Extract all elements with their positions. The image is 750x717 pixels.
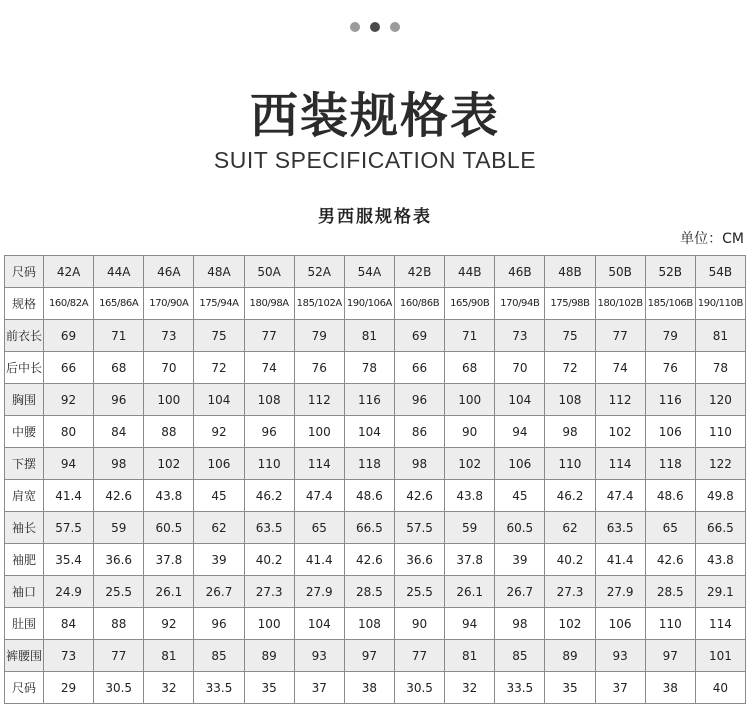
table-row: [5, 544, 746, 576]
table-cell: 98: [495, 608, 545, 640]
table-cell: 42B: [394, 256, 444, 288]
table-cell: 74: [244, 352, 294, 384]
table-cell: 104: [294, 608, 344, 640]
table-cell: 66.5: [344, 512, 394, 544]
table-cell: 114: [595, 448, 645, 480]
table-cell: 26.7: [194, 576, 244, 608]
table-cell: 26.1: [445, 576, 495, 608]
row-label: 规格: [5, 288, 44, 320]
table-cell: 81: [144, 640, 194, 672]
table-cell: 50B: [595, 256, 645, 288]
table-cell: 102: [595, 416, 645, 448]
table-cell: 88: [94, 608, 144, 640]
table-cell: 106: [645, 416, 695, 448]
table-cell: 98: [394, 448, 444, 480]
table-cell: 77: [244, 320, 294, 352]
table-cell: 86: [394, 416, 444, 448]
table-cell: 27.9: [595, 576, 645, 608]
table-cell: 63.5: [244, 512, 294, 544]
table-cell: 57.5: [44, 512, 94, 544]
table-cell: 79: [294, 320, 344, 352]
table-cell: 100: [244, 608, 294, 640]
table-cell: 89: [545, 640, 595, 672]
table-cell: 76: [294, 352, 344, 384]
table-cell: 66: [44, 352, 94, 384]
table-cell: 110: [645, 608, 695, 640]
table-cell: 42.6: [645, 544, 695, 576]
table-cell: 88: [144, 416, 194, 448]
table-cell: 36.6: [394, 544, 444, 576]
row-label: 胸围: [5, 384, 44, 416]
page-title: 西装规格表: [249, 88, 500, 144]
table-cell: 62: [194, 512, 244, 544]
table-cell: 96: [94, 384, 144, 416]
table-cell: 69: [44, 320, 94, 352]
table-cell: 116: [344, 384, 394, 416]
table-cell: 48.6: [344, 480, 394, 512]
table-cell: 57.5: [394, 512, 444, 544]
table-row: [5, 480, 746, 512]
table-cell: 46B: [495, 256, 545, 288]
table-cell: 37: [294, 672, 344, 704]
table-cell: 80: [44, 416, 94, 448]
table-cell: 84: [44, 608, 94, 640]
table-cell: 76: [645, 352, 695, 384]
table-cell: 68: [94, 352, 144, 384]
table-cell: 52A: [294, 256, 344, 288]
table-cell: 27.9: [294, 576, 344, 608]
table-row: [5, 640, 746, 672]
table-cell: 112: [294, 384, 344, 416]
table-cell: 120: [695, 384, 745, 416]
spec-table: [4, 255, 746, 704]
table-cell: 118: [344, 448, 394, 480]
table-cell: 47.4: [294, 480, 344, 512]
table-row: [5, 384, 746, 416]
table-cell: 81: [695, 320, 745, 352]
table-cell: 30.5: [94, 672, 144, 704]
table-cell: 190/106A: [344, 288, 394, 320]
table-cell: 74: [595, 352, 645, 384]
table-cell: 78: [344, 352, 394, 384]
table-cell: 102: [545, 608, 595, 640]
table-cell: 26.7: [495, 576, 545, 608]
table-cell: 94: [44, 448, 94, 480]
table-cell: 69: [394, 320, 444, 352]
table-cell: 62: [545, 512, 595, 544]
table-cell: 92: [144, 608, 194, 640]
table-cell: 40: [695, 672, 745, 704]
table-cell: 48.6: [645, 480, 695, 512]
table-row: [5, 288, 746, 320]
table-cell: 106: [194, 448, 244, 480]
table-cell: 122: [695, 448, 745, 480]
table-cell: 42A: [44, 256, 94, 288]
table-cell: 185/102A: [294, 288, 344, 320]
table-cell: 45: [495, 480, 545, 512]
table-cell: 100: [144, 384, 194, 416]
table-cell: 25.5: [94, 576, 144, 608]
table-cell: 68: [445, 352, 495, 384]
table-cell: 35.4: [44, 544, 94, 576]
table-cell: 100: [294, 416, 344, 448]
table-cell: 36.6: [94, 544, 144, 576]
table-cell: 46A: [144, 256, 194, 288]
table-cell: 108: [545, 384, 595, 416]
table-cell: 48A: [194, 256, 244, 288]
row-label: 中腰: [5, 416, 44, 448]
table-cell: 70: [495, 352, 545, 384]
table-cell: 110: [545, 448, 595, 480]
table-cell: 180/102B: [595, 288, 645, 320]
table-cell: 170/90A: [144, 288, 194, 320]
table-cell: 97: [645, 640, 695, 672]
table-cell: 33.5: [495, 672, 545, 704]
table-cell: 110: [244, 448, 294, 480]
table-row: [5, 608, 746, 640]
table-cell: 160/86B: [394, 288, 444, 320]
table-cell: 24.9: [44, 576, 94, 608]
table-cell: 41.4: [595, 544, 645, 576]
carousel-indicator: [0, 22, 750, 32]
table-cell: 96: [194, 608, 244, 640]
table-row: [5, 352, 746, 384]
table-title: 男西服规格表: [318, 207, 432, 227]
table-cell: 92: [44, 384, 94, 416]
table-cell: 102: [445, 448, 495, 480]
carousel-dot-1[interactable]: [350, 22, 360, 32]
table-cell: 39: [194, 544, 244, 576]
table-cell: 45: [194, 480, 244, 512]
table-cell: 59: [445, 512, 495, 544]
table-cell: 54B: [695, 256, 745, 288]
table-cell: 28.5: [645, 576, 695, 608]
page-subtitle: SUIT SPECIFICATION TABLE: [213, 147, 537, 173]
table-cell: 38: [645, 672, 695, 704]
table-cell: 96: [244, 416, 294, 448]
table-row: [5, 448, 746, 480]
table-cell: 77: [595, 320, 645, 352]
table-cell: 29.1: [695, 576, 745, 608]
table-cell: 112: [595, 384, 645, 416]
table-cell: 32: [445, 672, 495, 704]
table-cell: 77: [394, 640, 444, 672]
table-cell: 27.3: [545, 576, 595, 608]
table-cell: 40.2: [545, 544, 595, 576]
table-cell: 114: [294, 448, 344, 480]
table-cell: 47.4: [595, 480, 645, 512]
table-cell: 32: [144, 672, 194, 704]
table-cell: 37: [595, 672, 645, 704]
table-cell: 100: [445, 384, 495, 416]
table-row: [5, 576, 746, 608]
table-cell: 41.4: [294, 544, 344, 576]
table-cell: 77: [94, 640, 144, 672]
table-cell: 66: [394, 352, 444, 384]
carousel-dot-3[interactable]: [390, 22, 400, 32]
table-cell: 160/82A: [44, 288, 94, 320]
table-cell: 114: [695, 608, 745, 640]
table-cell: 46.2: [545, 480, 595, 512]
row-label: 袖肥: [5, 544, 44, 576]
table-row: [5, 416, 746, 448]
table-cell: 106: [595, 608, 645, 640]
table-cell: 92: [194, 416, 244, 448]
table-cell: 42.6: [344, 544, 394, 576]
table-cell: 108: [244, 384, 294, 416]
table-cell: 73: [144, 320, 194, 352]
table-cell: 25.5: [394, 576, 444, 608]
table-cell: 72: [194, 352, 244, 384]
table-cell: 73: [495, 320, 545, 352]
table-cell: 40.2: [244, 544, 294, 576]
table-cell: 165/86A: [94, 288, 144, 320]
table-cell: 37.8: [144, 544, 194, 576]
table-cell: 180/98A: [244, 288, 294, 320]
table-cell: 49.8: [695, 480, 745, 512]
table-cell: 71: [445, 320, 495, 352]
row-label: 前衣长: [5, 320, 44, 352]
table-cell: 94: [495, 416, 545, 448]
table-cell: 59: [94, 512, 144, 544]
row-label: 肩宽: [5, 480, 44, 512]
unit-label: 单位：CM: [680, 231, 744, 247]
table-row: [5, 320, 746, 352]
table-cell: 175/98B: [545, 288, 595, 320]
table-cell: 35: [244, 672, 294, 704]
row-label: 尺码: [5, 256, 44, 288]
table-cell: 90: [394, 608, 444, 640]
table-cell: 104: [194, 384, 244, 416]
table-cell: 89: [244, 640, 294, 672]
table-cell: 43.8: [144, 480, 194, 512]
table-cell: 29: [44, 672, 94, 704]
table-cell: 94: [445, 608, 495, 640]
table-cell: 52B: [645, 256, 695, 288]
table-cell: 66.5: [695, 512, 745, 544]
table-cell: 33.5: [194, 672, 244, 704]
table-cell: 63.5: [595, 512, 645, 544]
table-cell: 28.5: [344, 576, 394, 608]
table-cell: 93: [595, 640, 645, 672]
table-cell: 165/90B: [445, 288, 495, 320]
table-cell: 26.1: [144, 576, 194, 608]
table-cell: 102: [144, 448, 194, 480]
row-label: 肚围: [5, 608, 44, 640]
table-cell: 96: [394, 384, 444, 416]
table-cell: 60.5: [144, 512, 194, 544]
table-cell: 101: [695, 640, 745, 672]
table-cell: 81: [445, 640, 495, 672]
table-cell: 65: [294, 512, 344, 544]
table-cell: 185/106B: [645, 288, 695, 320]
table-cell: 38: [344, 672, 394, 704]
carousel-dot-2-active[interactable]: [370, 22, 380, 32]
table-cell: 46.2: [244, 480, 294, 512]
table-cell: 44B: [445, 256, 495, 288]
row-label: 尺码: [5, 672, 44, 704]
table-cell: 98: [94, 448, 144, 480]
table-cell: 81: [344, 320, 394, 352]
table-cell: 30.5: [394, 672, 444, 704]
table-cell: 190/110B: [695, 288, 745, 320]
table-cell: 50A: [244, 256, 294, 288]
table-cell: 75: [545, 320, 595, 352]
table-cell: 73: [44, 640, 94, 672]
table-cell: 44A: [94, 256, 144, 288]
table-cell: 43.8: [445, 480, 495, 512]
table-cell: 93: [294, 640, 344, 672]
table-cell: 41.4: [44, 480, 94, 512]
row-label: 袖口: [5, 576, 44, 608]
table-cell: 43.8: [695, 544, 745, 576]
table-cell: 78: [695, 352, 745, 384]
table-row: [5, 672, 746, 704]
table-cell: 72: [545, 352, 595, 384]
table-cell: 175/94A: [194, 288, 244, 320]
table-cell: 75: [194, 320, 244, 352]
table-cell: 106: [495, 448, 545, 480]
table-cell: 65: [645, 512, 695, 544]
table-cell: 104: [344, 416, 394, 448]
table-cell: 27.3: [244, 576, 294, 608]
table-cell: 108: [344, 608, 394, 640]
table-cell: 71: [94, 320, 144, 352]
table-cell: 118: [645, 448, 695, 480]
table-cell: 84: [94, 416, 144, 448]
table-cell: 35: [545, 672, 595, 704]
table-cell: 54A: [344, 256, 394, 288]
table-cell: 48B: [545, 256, 595, 288]
table-cell: 42.6: [394, 480, 444, 512]
table-row: [5, 512, 746, 544]
spec-table-body: [5, 256, 746, 704]
table-cell: 85: [495, 640, 545, 672]
table-cell: 97: [344, 640, 394, 672]
table-cell: 85: [194, 640, 244, 672]
table-cell: 79: [645, 320, 695, 352]
row-label: 后中长: [5, 352, 44, 384]
table-cell: 116: [645, 384, 695, 416]
table-cell: 110: [695, 416, 745, 448]
table-cell: 98: [545, 416, 595, 448]
row-label: 下摆: [5, 448, 44, 480]
table-cell: 170/94B: [495, 288, 545, 320]
row-label: 裤腰围: [5, 640, 44, 672]
table-cell: 60.5: [495, 512, 545, 544]
row-label: 袖长: [5, 512, 44, 544]
table-row: [5, 256, 746, 288]
table-cell: 70: [144, 352, 194, 384]
table-cell: 42.6: [94, 480, 144, 512]
table-cell: 104: [495, 384, 545, 416]
table-cell: 39: [495, 544, 545, 576]
table-cell: 90: [445, 416, 495, 448]
table-cell: 37.8: [445, 544, 495, 576]
